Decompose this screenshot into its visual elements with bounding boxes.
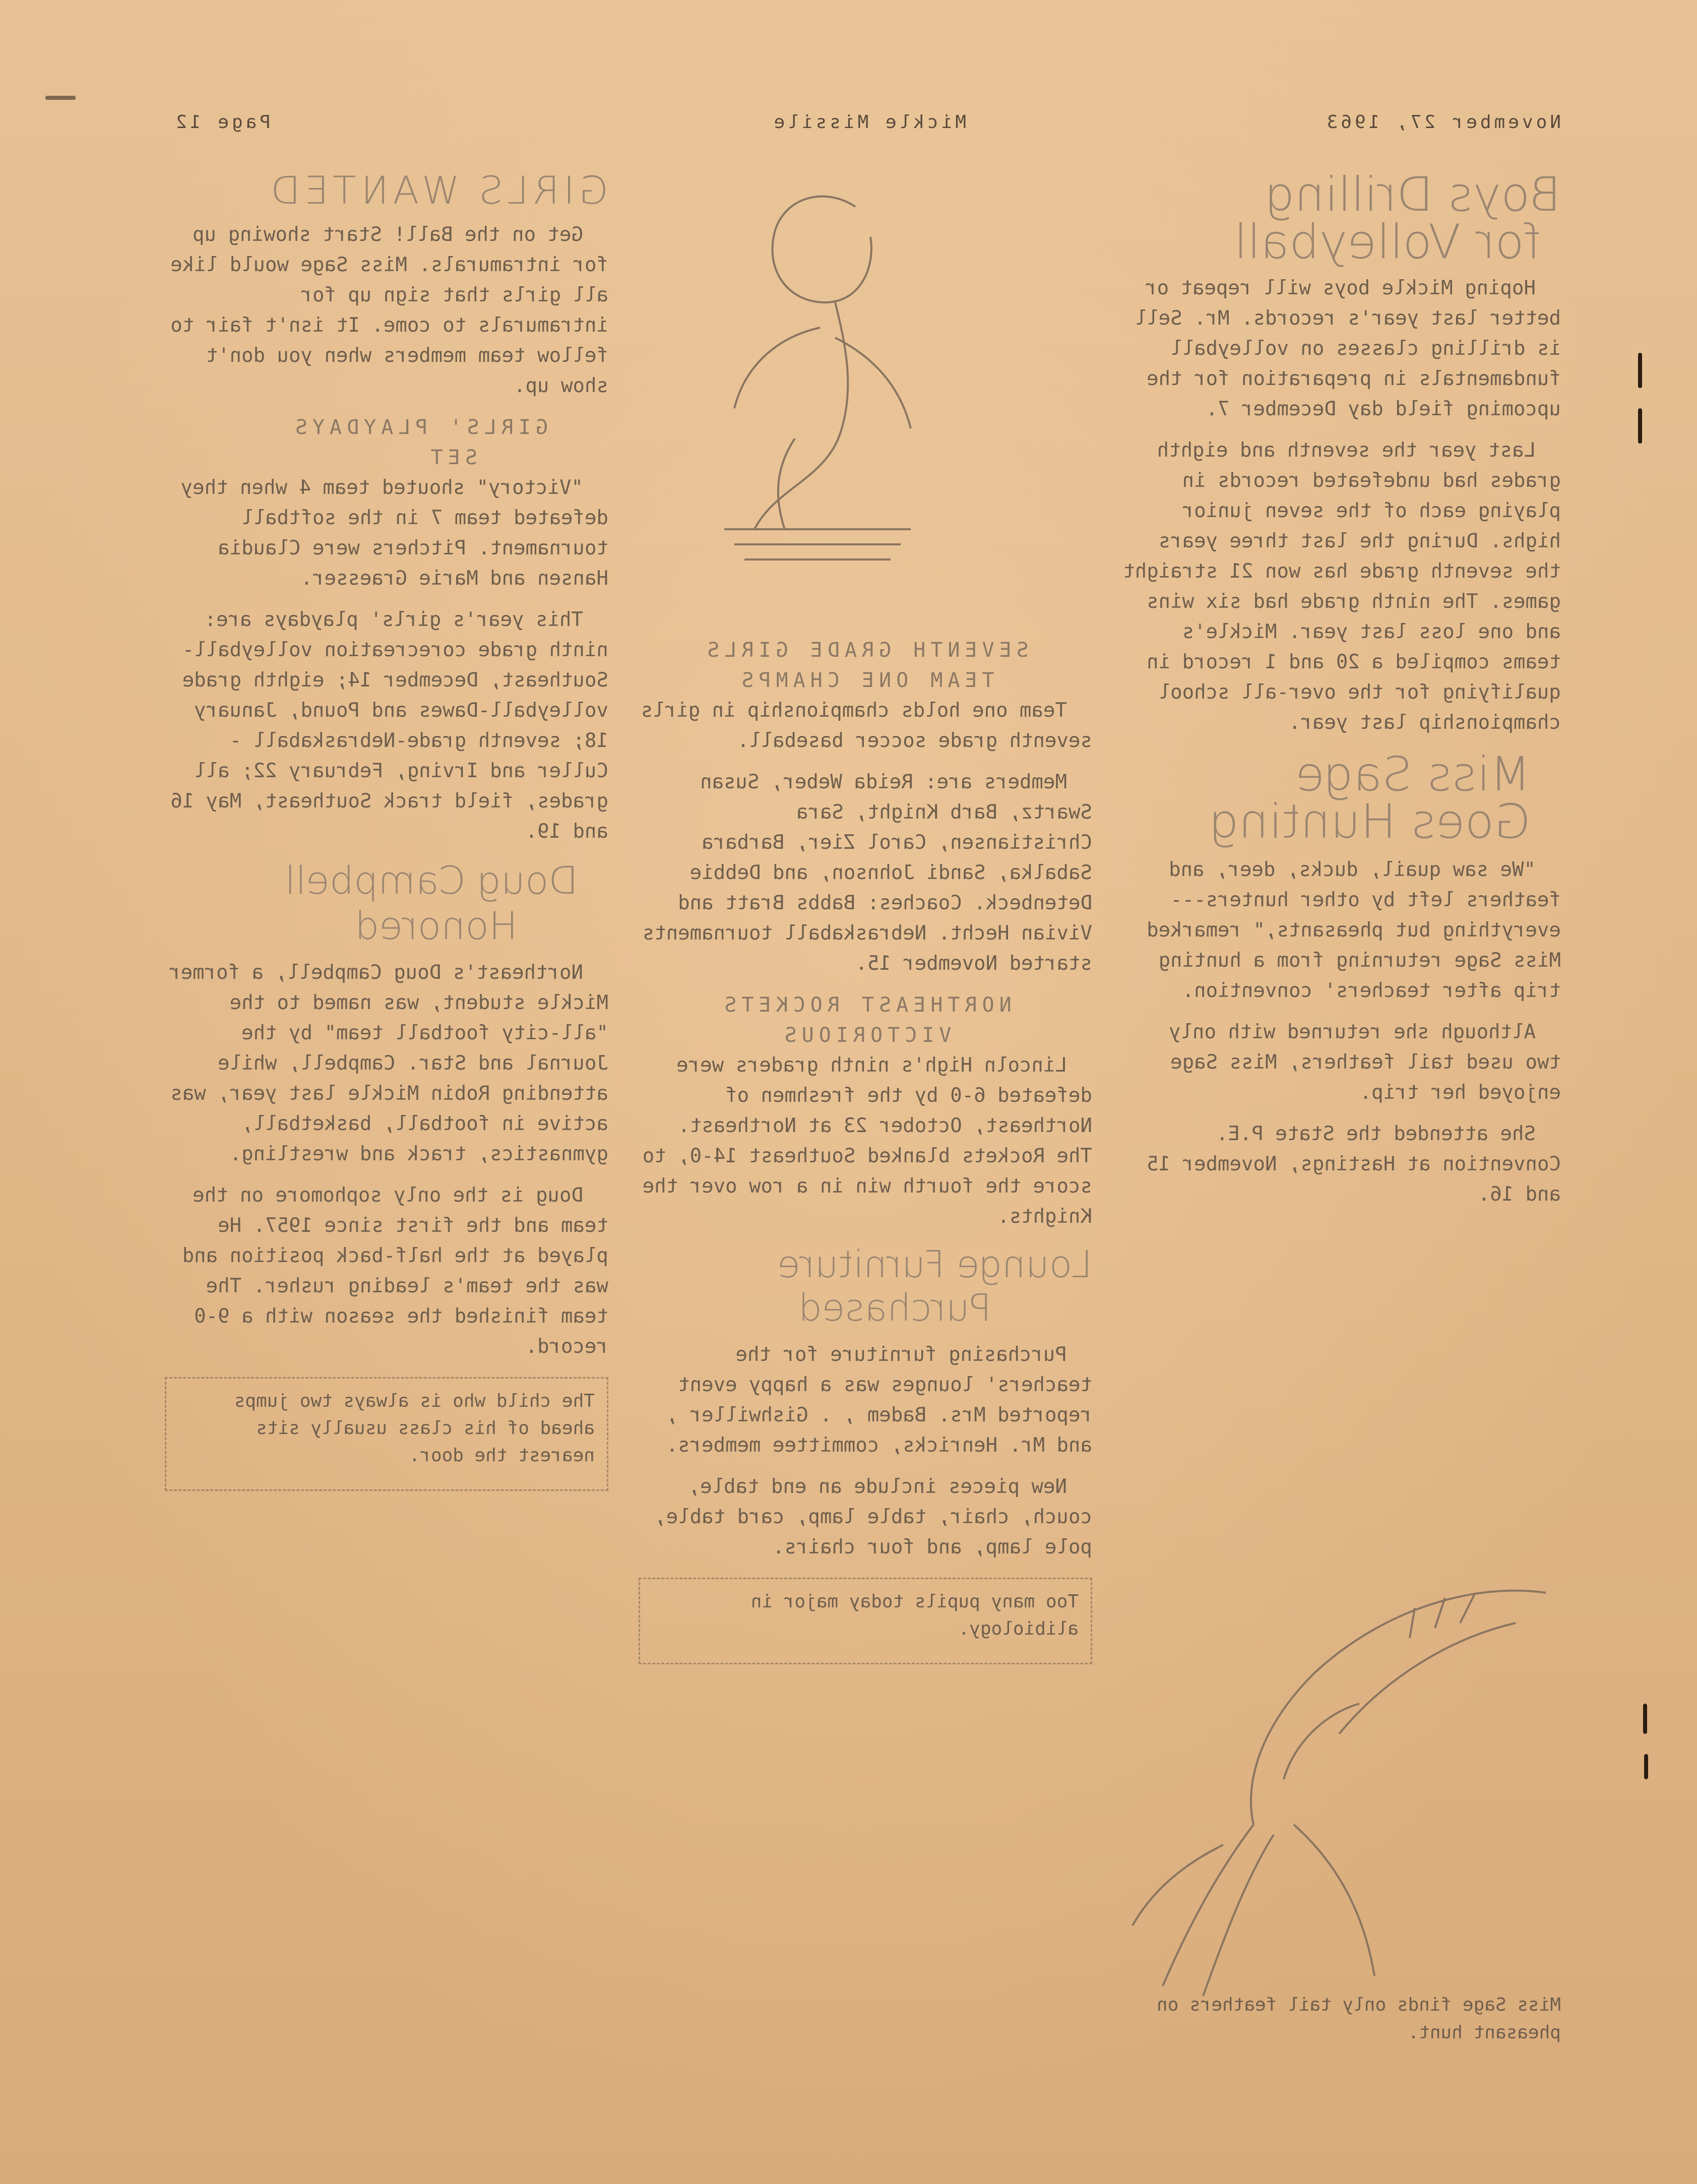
headline-miss-sage: Miss Sage Goes Hunting xyxy=(1210,747,1531,849)
paragraph: Hoping Mickle boys will repeat or better last year's records. Mr. Sell is drilling classes on volleyball fundamentals in preparation for the upcoming field day December 7. xyxy=(1135,277,1561,420)
girl-player-sketch xyxy=(664,176,986,630)
paragraph: This year's girls' playdays are: ninth grade corecreation volleyball-Southeast, December 14; eighth grade volleyball-Dawes and Pound, January 18; seventh grade-Nebraskaball - Culler and Irving, February 22; all grades, field track Southeast, May 16 and 19. xyxy=(170,608,608,843)
quip-box: Too many pupils today major in alibiology. xyxy=(639,1578,1092,1664)
column-2 xyxy=(639,635,1092,1664)
paragraph: Team one holds championship in girls seventh grade soccer baseball. xyxy=(641,699,1092,752)
paragraph: Northeast's Doug Campbell, a former Mickle student, was named to the "all-city football team" by the Journal and Star. Campbell, while attending Robin Mickle last year, was active in football, basketball, gymnastics, track and wrestling. xyxy=(169,961,608,1165)
paragraph: She attended the State P.E. Convention at Hastings, November 15 and 16. xyxy=(1147,1122,1561,1206)
column-3 xyxy=(165,168,608,1491)
header-date: November 27, 1963 xyxy=(1324,112,1561,133)
headline-boys-drilling: Boys Drilling for Volleyball xyxy=(1234,167,1561,270)
headline-girls-playdays: GIRLS' PLAYDAYS SET xyxy=(290,416,548,469)
paragraph: Members are: Reida Weber, Susan Swartz, Barb Knight, Sara Christiansen, Carol Zier, Barbara Sabalka, Sandi Johnson, and Debbie Detenbeck. Coaches: Babbs Bratt and Vivian Hecht. Nebraskaball tournaments started November 15. xyxy=(642,771,1092,975)
paragraph: Get on the Ball! Start showing up for intramurals. Miss Sage would like all girls that sign up for intramurals to come. It isn't fair to fellow team members when you don't show up. xyxy=(170,223,608,397)
edge-mark xyxy=(1638,408,1642,444)
paragraph: "Victory" shouted team 4 when they defeated team 7 in the softball tournament. Pitchers were Claudia Hansen and Marie Graesser. xyxy=(180,476,608,590)
paragraph: Lincoln High's ninth graders were defeated 6-0 by the freshmen of Northeast, October 23 at Northeast. The Rockets blanked Southeast 14-0, to score the fourth win in a row over the Knights. xyxy=(642,1054,1092,1228)
edge-mark xyxy=(1644,1754,1648,1779)
paragraph: Purchasing furniture for the teachers' lounges was a happy event reported Mrs. Badem , . Gishwiller , and Mr. Henricks, committee members. xyxy=(666,1343,1092,1457)
pheasant-sketch xyxy=(1122,1563,1576,2016)
headline-northeast-rockets: NORTHEAST ROCKETS VICTORIOUS xyxy=(719,993,1012,1047)
quip-box: The child who is always two jumps ahead of his class usually sits nearest the door. xyxy=(165,1377,608,1491)
paragraph: Although she returned with only two used tail feathers, Miss Sage enjoyed her trip. xyxy=(1169,1021,1561,1104)
header-page: Page 12 xyxy=(173,112,271,133)
paragraph: Last year the seventh and eighth grades had undefeated records in playing each of the seven junior highs. During the last three years the seventh grade has won 21 straight games. The ninth grade had six wins and one loss last year. Mickle's teams compiled a 20 and 1 record in qualifying for the over-all school championship last year. xyxy=(1123,439,1561,734)
edge-mark xyxy=(1643,1704,1647,1734)
paragraph: "We saw quail, ducks, deer, and feathers left by other hunters---everything but pheasants," remarked Miss Sage returning from a hunting trip after teachers' convention. xyxy=(1147,858,1561,1002)
column-1 xyxy=(1122,167,1561,1221)
paragraph: Doug is the only sophomore on the team and the first since 1957. He played at the half-back position and was the team's leading rusher. The team finished the season with a 9-0 record. xyxy=(182,1184,608,1358)
ink-smudge xyxy=(45,96,76,100)
headline-seventh-grade-girls: SEVENTH GRADE GIRLS TEAM ONE CHAMPS xyxy=(702,639,1029,692)
paragraph: New pieces include an end table, couch, chair, table lamp, card table, pole lamp, and four chairs. xyxy=(654,1475,1092,1558)
headline-doug-campbell: Doug Campbell Honored xyxy=(284,858,578,948)
edge-mark xyxy=(1638,353,1642,388)
header-title: Mickle Missile xyxy=(771,112,966,133)
headline-girls-wanted: GIRLS WANTED xyxy=(267,168,608,213)
headline-lounge-furniture: Lounge Furniture Purchased xyxy=(777,1243,1092,1330)
pheasant-caption: Miss Sage finds only tail feathers on pheasant hunt. xyxy=(1157,1994,1561,2043)
